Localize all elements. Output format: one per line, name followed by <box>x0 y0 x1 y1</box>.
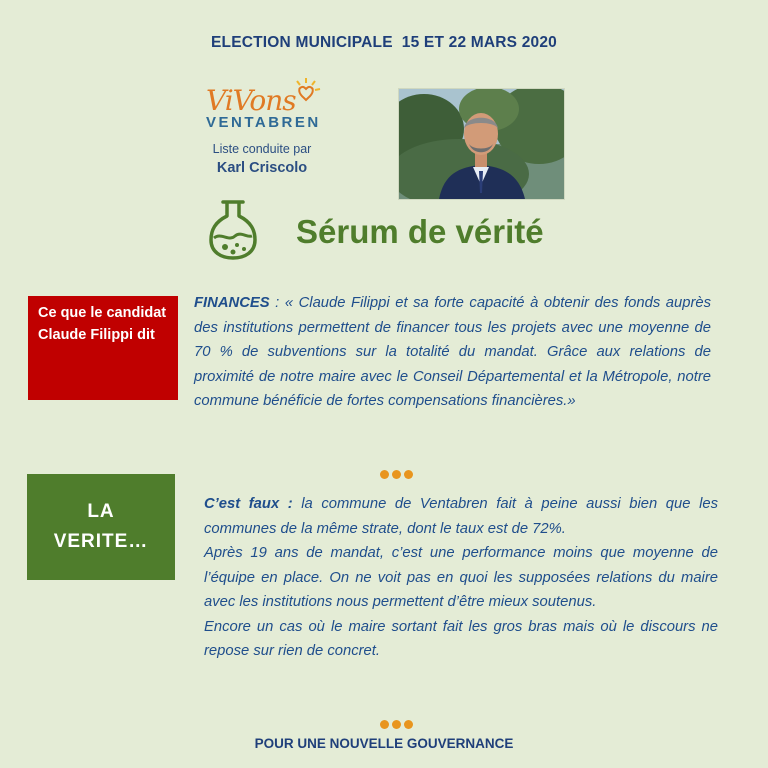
heart-sun-icon <box>290 76 334 112</box>
footer-slogan: POUR UNE NOUVELLE GOUVERNANCE <box>254 736 514 751</box>
separator-dots <box>378 716 418 726</box>
truth-text <box>204 492 718 664</box>
separator-dots <box>378 466 418 476</box>
dot-icon <box>380 470 389 479</box>
logo-subtitle: VENTABREN <box>206 114 321 131</box>
dot-icon <box>392 720 401 729</box>
dot-icon <box>404 720 413 729</box>
candidate-photo <box>398 88 565 200</box>
led-by-label: Liste conduite par <box>212 142 312 156</box>
truth-body-2: Après 19 ans de mandat, c’est une performance moins que moyenne de l’équipe en place. On ne voit pas en quoi les supposées relations du maire avec les institutions nous permettent d’être mieux soutenus. <box>204 545 718 610</box>
dot-icon <box>380 720 389 729</box>
truth-body-3: Encore un cas où le maire sortant fait les gros bras mais où le discours ne repose sur rien de concret. <box>204 618 718 659</box>
truth-lead: C’est faux : <box>204 496 293 512</box>
claim-body: : « Claude Filippi et sa forte capacité à obtenir des fonds auprès des institutions permettent de financer tous les projets avec une moyenne de 70 % de subventions sur la totalité du mandat. Grâce aux relations de proximité de notre maire avec le Conseil Départemental et la Métropole, notre commune bénéficie de fortes compensations financières.» <box>194 295 711 409</box>
truth-label: LA VERITE… <box>27 474 175 580</box>
section-title: Sérum de vérité <box>296 213 544 250</box>
claim-label: Ce que le candidat Claude Filippi dit <box>28 296 178 400</box>
truth-body-1: la commune de Ventabren fait à peine aussi bien que les communes de la même strate, dont le taux est de 72%. <box>204 496 718 537</box>
leader-name: Karl Criscolo <box>216 160 308 176</box>
flask-icon <box>205 198 261 262</box>
dot-icon <box>404 470 413 479</box>
header-title: ELECTION MUNICIPALE 15 ET 22 MARS 2020 <box>210 34 557 51</box>
dot-icon <box>392 470 401 479</box>
claim-text <box>194 291 711 414</box>
claim-lead: FINANCES <box>194 295 270 311</box>
logo-wordmark: ViVons <box>206 84 296 117</box>
